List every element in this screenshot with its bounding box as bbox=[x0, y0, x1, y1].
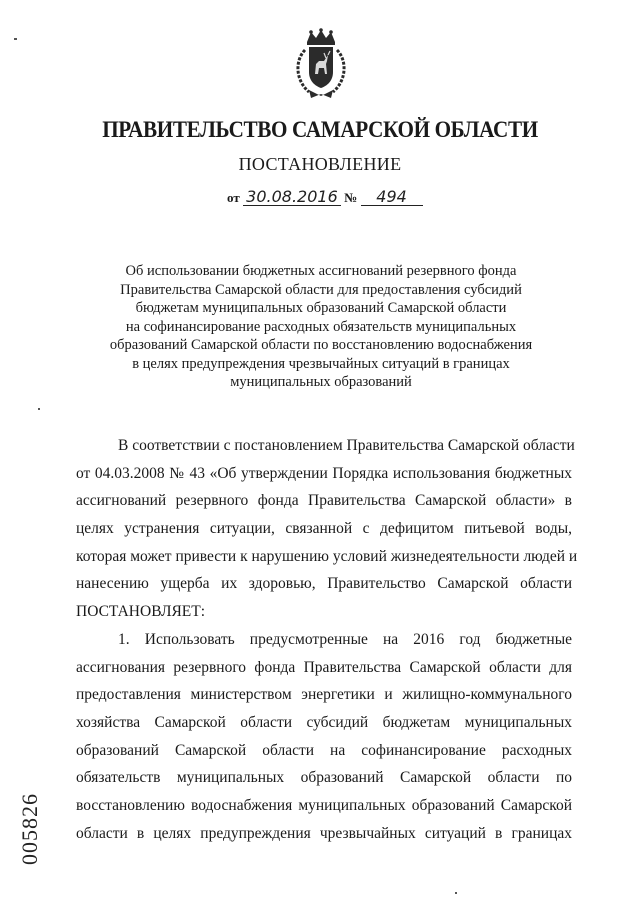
body-line: В соответствии с постановлением Правительства Самарской области bbox=[118, 437, 575, 454]
date-prefix: от bbox=[227, 190, 240, 205]
body-line: нанесению ущерба их здоровью, Правительство Самарской области bbox=[76, 575, 572, 593]
body-line: предоставления министерством энергетики и жилищно-коммунального bbox=[76, 686, 572, 704]
body-line: 1. Использовать предусмотренные на 2016 год бюджетные bbox=[118, 630, 572, 648]
scan-speck bbox=[455, 892, 457, 894]
subject-line: бюджетам муниципальных образований Самарской области bbox=[135, 300, 507, 316]
date-number-line bbox=[227, 188, 423, 206]
subject-line: Об использовании бюджетных ассигнований резервного фонда bbox=[125, 263, 517, 279]
body-line: ассигнования резервного фонда Правительства Самарской области для bbox=[76, 658, 572, 676]
subject-line: на софинансирование расходных обязательств муниципальных bbox=[125, 318, 517, 335]
body-line: образований Самарской области на софинансирование расходных bbox=[76, 741, 572, 759]
scan-speck bbox=[14, 38, 17, 40]
body-line: области в целях предупреждения чрезвычайных ситуаций в границах bbox=[76, 824, 572, 842]
document-body bbox=[76, 432, 578, 847]
subject-line: муниципальных образований bbox=[230, 374, 412, 390]
body-line: обязательств муниципальных образований Самарской области по bbox=[76, 769, 572, 787]
subject-line: Правительства Самарской области для предоставления субсидий bbox=[120, 281, 522, 298]
handwritten-number: 494 bbox=[361, 188, 423, 206]
stamp-number: 005826 bbox=[17, 793, 42, 865]
body-line: ассигнований резервного фонда Правительства Самарской области» в bbox=[76, 492, 572, 510]
government-title: ПРАВИТЕЛЬСТВО САМАРСКОЙ ОБЛАСТИ bbox=[102, 117, 538, 142]
number-prefix: № bbox=[344, 190, 358, 205]
body-line: которая может привести к нарушению условий жизнедеятельности людей и bbox=[76, 547, 578, 565]
body-line: ПОСТАНОВЛЯЕТ: bbox=[76, 603, 206, 621]
body-line: восстановлению водоснабжения муниципальных образований Самарской bbox=[76, 796, 572, 814]
subject-line: в целях предупреждения чрезвычайных ситуаций в границах bbox=[132, 355, 510, 372]
body-line: целях устранения ситуации, связанной с дефицитом питьевой воды, bbox=[76, 520, 572, 538]
coat-of-arms-icon bbox=[293, 28, 349, 100]
scan-speck bbox=[38, 408, 40, 410]
registration-stamp bbox=[17, 776, 62, 876]
document-type: ПОСТАНОВЛЕНИЕ bbox=[238, 154, 402, 174]
document-subject bbox=[95, 262, 547, 392]
subject-line: образований Самарской области по восстановлению водоснабжения bbox=[109, 337, 533, 353]
body-line: от 04.03.2008 № 43 «Об утверждении Порядка использования бюджетных bbox=[76, 464, 572, 482]
handwritten-date: 30.08.2016 bbox=[243, 188, 341, 206]
body-line: хозяйства Самарской области субсидий бюджетам муниципальных bbox=[76, 713, 572, 731]
